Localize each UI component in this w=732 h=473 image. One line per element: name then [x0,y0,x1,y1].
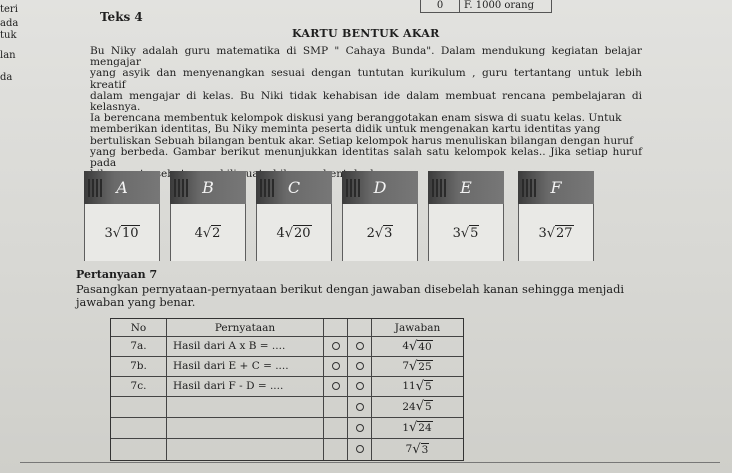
card-value: 3√10 [85,204,159,261]
question-heading: Pertanyaan 7 [76,268,158,281]
row-number [111,396,167,417]
row-answer: 7 √3 [405,441,429,457]
radio-circle-icon[interactable] [356,403,364,411]
matching-table [110,318,464,461]
card-letter: A [84,171,160,204]
card-letter: B [170,171,246,204]
table-row [111,356,463,377]
radio-circle-icon[interactable] [332,342,340,350]
margin-word: da [0,72,13,83]
paragraph-line: memberikan identitas, Bu Niky meminta peserta didik untuk mengenakan kartu identitas yang [90,123,601,136]
card-c [256,171,332,261]
card-value: 3√27 [519,204,593,261]
top-table-fragment [420,0,552,13]
row-answer: 11 √5 [402,378,432,394]
card-a [84,171,160,261]
row-number: 7c. [111,376,167,396]
card-value: 3√5 [429,204,503,261]
paragraph-line: dalam mengajar di kelas. Bu Niki tidak kehabisan ide dalam membuat rencana pembelajaran di kelasnya. [90,89,642,114]
table-header-row [111,319,463,337]
row-statement [167,417,324,438]
radio-circle-icon[interactable] [356,382,364,390]
card-value: 2√3 [343,204,417,261]
table-row [111,376,463,397]
row-number [111,438,167,460]
row-number: 7b. [111,356,167,376]
answer-radio[interactable] [348,438,372,460]
row-answer: 4 √40 [402,338,432,354]
statement-radio[interactable] [324,336,348,356]
card-letter: C [256,171,332,204]
margin-word: lan [0,50,16,61]
radio-circle-icon[interactable] [356,424,364,432]
radio-circle-icon[interactable] [356,445,364,453]
statement-radio[interactable] [324,376,348,396]
answer-radio[interactable] [348,417,372,438]
margin-word: tuk [0,30,17,41]
card-d [342,171,418,261]
paragraph-line: Ia berencana membentuk kelompok diskusi yang beranggotakan enam siswa di suatu kelas. Untuk [90,112,622,125]
radio-circle-icon[interactable] [356,362,364,370]
card-value: 4√2 [171,204,245,261]
header-jawaban: Jawaban [394,321,441,334]
radio-circle-icon[interactable] [356,342,364,350]
section-title: KARTU BENTUK AKAR [292,27,440,40]
card-letter: D [342,171,418,204]
paragraph-line: tersebut suatu [139,168,270,181]
radio-circle-icon[interactable] [332,362,340,370]
row-statement: Hasil dari E + C = .... [167,356,324,376]
card-letter: F [518,171,594,204]
radio-circle-icon[interactable] [332,382,340,390]
identity-cards [84,171,598,261]
story-paragraph [90,46,642,180]
answer-radio[interactable] [348,356,372,376]
paragraph-line: bertuliskan Sebuah bilangan bentuk akar. Setiap kelompok harus menuliskan bilangan dengan huruf [90,134,633,147]
paragraph-line: Bu Niky adalah guru matematika di SMP " Cahaya Bunda". Dalam mendukung kegiatan belajar mengajar [90,45,642,69]
top-cell-2: F. 1000 orang [464,0,534,11]
card-e [428,171,504,261]
row-number [111,417,167,438]
table-row [111,336,463,357]
card-f [518,171,594,261]
margin-word: teri [0,4,18,15]
row-answer: 1 √24 [402,420,432,435]
row-number: 7a. [111,336,167,356]
paragraph-line: yang berbeda. Gambar berikut menunjukkan identitas salah satu kelompok kelas.. Jika setiap huruf pada [90,145,642,170]
header-pernyataan: Pernyataan [167,319,324,336]
row-answer: 7 √25 [402,358,432,374]
answer-radio[interactable] [348,336,372,356]
answer-radio[interactable] [348,396,372,417]
answer-radio[interactable] [348,376,372,396]
statement-radio[interactable] [324,356,348,376]
question-instruction: Pasangkan pernyataan-pernyataan berikut dengan jawaban disebelah kanan sehingga menjadi jawaban yang benar. [76,282,625,309]
page-bottom-rule [20,462,720,463]
row-statement [167,438,324,460]
row-answer: 24 √5 [402,399,432,414]
card-b [170,171,246,261]
row-statement: Hasil dari A x B = .... [167,336,324,356]
margin-word: ada [0,18,19,29]
table-row [111,438,463,460]
card-letter: E [428,171,504,204]
table-row [111,417,463,439]
teks-label: Teks 4 [100,10,143,24]
header-no: No [111,319,167,336]
paragraph-line: yang asyik dan menyenangkan sesuai dengan tuntutan kurikulum , guru tertantang untuk lebih kreatif [90,67,642,91]
table-row [111,396,463,418]
card-value: 4√20 [257,204,331,261]
row-statement [167,396,324,417]
row-statement: Hasil dari F - D = .... [167,376,324,396]
top-cell-1: 0 [421,0,460,12]
